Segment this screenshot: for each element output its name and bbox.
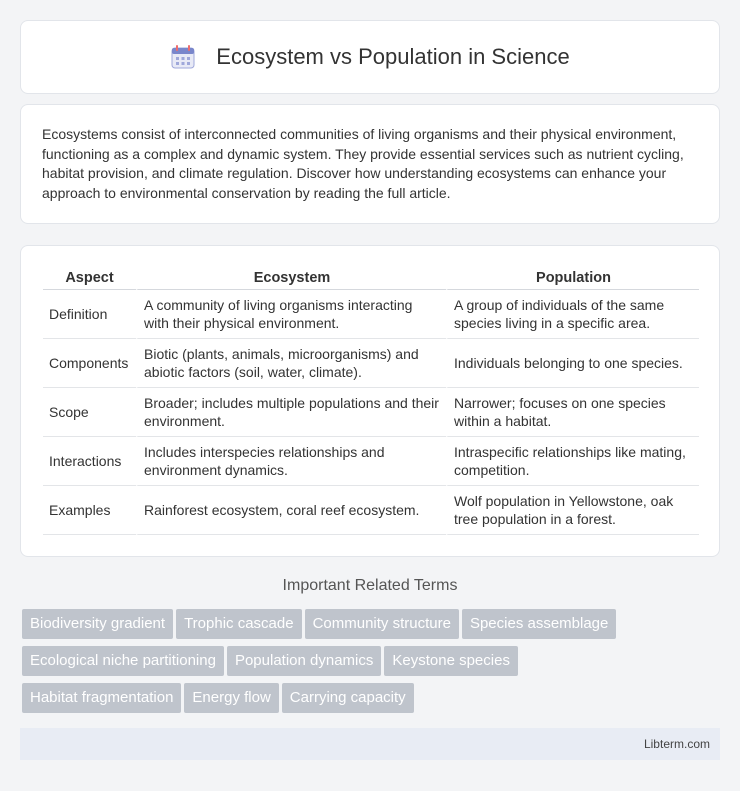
intro-text: Ecosystems consist of interconnected communities of living organisms and their physical environment, functioning as a complex and dynamic system. They provide essential services such as nutrient cycling, habitat provision, and climate regulation. Discover how understanding ecosystems can enhance your approach to environmental conservation by reading the full article. [42,126,684,201]
calendar-icon [170,44,196,70]
comparison-table [43,266,699,535]
related-term-tag[interactable]: Community structure [305,609,459,639]
table-row [43,486,699,535]
column-header-ecosystem: Ecosystem [136,266,446,290]
related-term-tag[interactable]: Biodiversity gradient [22,609,173,639]
table-row [43,290,699,339]
table-row [43,437,699,486]
table-row [43,388,699,437]
population-cell: Individuals belonging to one species. [446,339,699,388]
aspect-cell: Definition [43,290,136,339]
population-cell: Narrower; focuses on one species within a habitat. [446,388,699,437]
related-terms-list [22,609,722,720]
page-title: Ecosystem vs Population in Science [216,44,570,69]
related-term-tag[interactable]: Trophic cascade [176,609,302,639]
column-header-population: Population [446,266,699,290]
related-term-tag[interactable]: Ecological niche partitioning [22,646,224,676]
ecosystem-cell: Broader; includes multiple populations and their environment. [136,388,446,437]
footer-site-link[interactable]: Libterm.com [643,737,710,751]
related-term-tag[interactable]: Energy flow [184,683,278,713]
related-term-tag[interactable]: Keystone species [384,646,518,676]
column-header-aspect: Aspect [43,266,136,290]
ecosystem-cell: Includes interspecies relationships and environment dynamics. [136,437,446,486]
related-term-tag[interactable]: Species assemblage [462,609,616,639]
aspect-cell: Components [43,339,136,388]
related-term-tag[interactable]: Population dynamics [227,646,381,676]
ecosystem-cell: Rainforest ecosystem, coral reef ecosystem. [136,486,446,535]
related-term-tag[interactable]: Carrying capacity [282,683,414,713]
footer [20,728,720,760]
population-cell: A group of individuals of the same species living in a specific area. [446,290,699,339]
aspect-cell: Interactions [43,437,136,486]
population-cell: Wolf population in Yellowstone, oak tree population in a forest. [446,486,699,535]
aspect-cell: Examples [43,486,136,535]
related-terms-title: Important Related Terms [282,577,458,594]
table-row [43,339,699,388]
ecosystem-cell: Biotic (plants, animals, microorganisms) and abiotic factors (soil, water, climate). [136,339,446,388]
related-term-tag[interactable]: Habitat fragmentation [22,683,181,713]
table-header-row [43,266,699,290]
population-cell: Intraspecific relationships like mating, competition. [446,437,699,486]
aspect-cell: Scope [43,388,136,437]
comparison-table-card [20,245,720,557]
intro-card [20,104,720,224]
ecosystem-cell: A community of living organisms interacting with their physical environment. [136,290,446,339]
header-card [20,20,720,94]
